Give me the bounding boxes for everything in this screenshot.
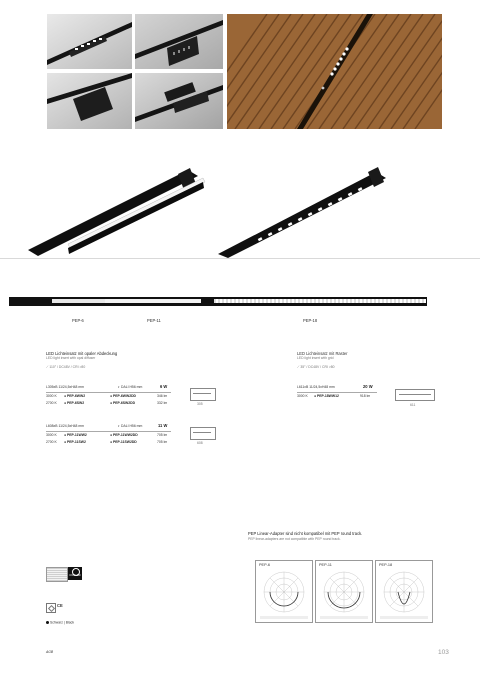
polar-diagram-pep18 bbox=[375, 560, 433, 623]
opal-diffuser-swatch bbox=[46, 567, 68, 582]
right-dims: L611xB 11/24,5xH48 mm bbox=[297, 385, 335, 389]
right-dimension-drawing bbox=[395, 389, 435, 401]
class-iii-icon bbox=[46, 603, 56, 613]
adapter-note-en: PEP linear-adapters are not compatible with PEP round track. bbox=[248, 537, 341, 541]
right-dia-number: 611 bbox=[410, 403, 416, 407]
beam-angle-icon: ⟋ bbox=[46, 365, 50, 369]
left-g2-row1-kelvin: 3000 K bbox=[46, 433, 57, 437]
photo-track-spot-2 bbox=[135, 14, 223, 69]
track-label-pep11: PEP-11 bbox=[147, 318, 161, 323]
ce-mark-icon: CE bbox=[57, 603, 63, 608]
right-row-kelvin: 3000 K bbox=[297, 394, 308, 398]
left-g1-rule bbox=[46, 392, 171, 393]
left-g2-row2-kelvin: 2700 K bbox=[46, 440, 57, 444]
photo-track-spot-1 bbox=[47, 14, 132, 69]
polar-diagram-pep11 bbox=[315, 560, 373, 623]
left-g2-row1-code: ● PEP-11WW2 bbox=[64, 433, 87, 437]
track-strip bbox=[9, 297, 427, 306]
left-g1-row1-kelvin: 3000 K bbox=[46, 394, 57, 398]
section-divider bbox=[0, 258, 480, 259]
track-label-pep6: PEP-6 bbox=[72, 318, 84, 323]
color-option: Schwarz | Black bbox=[46, 621, 74, 625]
beam-angle-icon-2: ⟋ bbox=[297, 365, 301, 369]
render-opal-insert bbox=[28, 158, 208, 258]
cob-led-label: COB LED bbox=[69, 574, 81, 577]
left-g1-dims: L305xB 11/24,5xH48 mm bbox=[46, 385, 85, 389]
right-specs: ⟋ 35° / DC48V / CRI >80 bbox=[297, 365, 335, 369]
render-grid-insert bbox=[218, 158, 390, 258]
left-g2-dali: ◐ DALI H56 mm bbox=[118, 424, 143, 428]
right-title-de: LED Lichteinsatz mit Raster bbox=[297, 351, 348, 356]
left-g2-watt: 11 W bbox=[158, 423, 168, 428]
left-g1-dia-number: 305 bbox=[197, 402, 203, 406]
left-title-en: LED light insert with opal diffuser bbox=[46, 356, 96, 360]
left-g2-row1-lumen: 705 lm bbox=[157, 433, 168, 437]
left-g2-row2-code: ● PEP-11SW2 bbox=[64, 440, 86, 444]
dali-icon: ◐ bbox=[118, 385, 121, 389]
photo-wood-ceiling bbox=[227, 14, 442, 129]
dali-icon-2: ◐ bbox=[118, 424, 121, 428]
left-g2-row1-dali-code: ● PEP-11WW2DD bbox=[110, 433, 138, 437]
left-g2-dia-number: 608 bbox=[197, 441, 203, 445]
left-g1-row2-lumen: 332 lm bbox=[157, 401, 168, 405]
track-insert-pep11 bbox=[105, 299, 201, 303]
left-g1-watt: 6 W bbox=[160, 384, 168, 389]
polar-title-pep11: PEP-11 bbox=[319, 563, 332, 567]
footer-brand: AGB bbox=[46, 650, 54, 654]
right-watt: 20 W bbox=[363, 384, 373, 389]
photo-track-spot-4 bbox=[135, 73, 223, 129]
left-g1-row1-code: ● PEP-6WW2 bbox=[64, 394, 86, 398]
left-g1-row1-dali-code: ● PEP-6WW2DD bbox=[110, 394, 136, 398]
left-g1-row2-dali-code: ● PEP-6SW2DD bbox=[110, 401, 136, 405]
left-g1-row1-lumen: 346 lm bbox=[157, 394, 168, 398]
track-label-pep18: PEP-18 bbox=[303, 318, 318, 323]
left-g2-row2-dali-code: ● PEP-11SW2DD bbox=[110, 440, 137, 444]
right-row-lumen: 918 lm bbox=[360, 394, 371, 398]
cob-led-badge bbox=[68, 567, 82, 580]
track-insert-pep6 bbox=[52, 299, 105, 303]
polar-diagram-pep6 bbox=[255, 560, 313, 623]
left-title-de: LED Lichteinsatz mit opaler Abdeckung bbox=[46, 351, 118, 356]
left-g2-dims: L608xB 11/24,5xH48 mm bbox=[46, 424, 85, 428]
adapter-note-de: PEP Linear-Adapter sind nicht kompatibel mit PEP round track. bbox=[248, 531, 363, 536]
right-rule bbox=[297, 392, 377, 393]
left-g1-dali: ◐ DALI H56 mm bbox=[118, 385, 143, 389]
left-g1-row2-kelvin: 2700 K bbox=[46, 401, 57, 405]
right-title-en: LED light insert with grid bbox=[297, 356, 334, 360]
page-number: 103 bbox=[438, 649, 449, 656]
polar-title-pep6: PEP-6 bbox=[259, 563, 270, 567]
polar-title-pep18: PEP-18 bbox=[379, 563, 393, 567]
photo-track-spot-3 bbox=[47, 73, 132, 129]
black-color-dot bbox=[46, 621, 49, 624]
left-specs: ⟋ 110° / DC48V / CRI >80 bbox=[46, 365, 86, 369]
left-g1-row2-code: ● PEP-6SW2 bbox=[64, 401, 85, 405]
left-g2-dimension-drawing bbox=[190, 427, 216, 440]
left-g1-dimension-drawing bbox=[190, 388, 216, 401]
left-g2-row2-lumen: 705 lm bbox=[157, 440, 168, 444]
right-row-code: ● PEP-18WW12 bbox=[314, 394, 339, 398]
left-g2-rule bbox=[46, 431, 171, 432]
track-insert-pep18 bbox=[214, 299, 426, 303]
